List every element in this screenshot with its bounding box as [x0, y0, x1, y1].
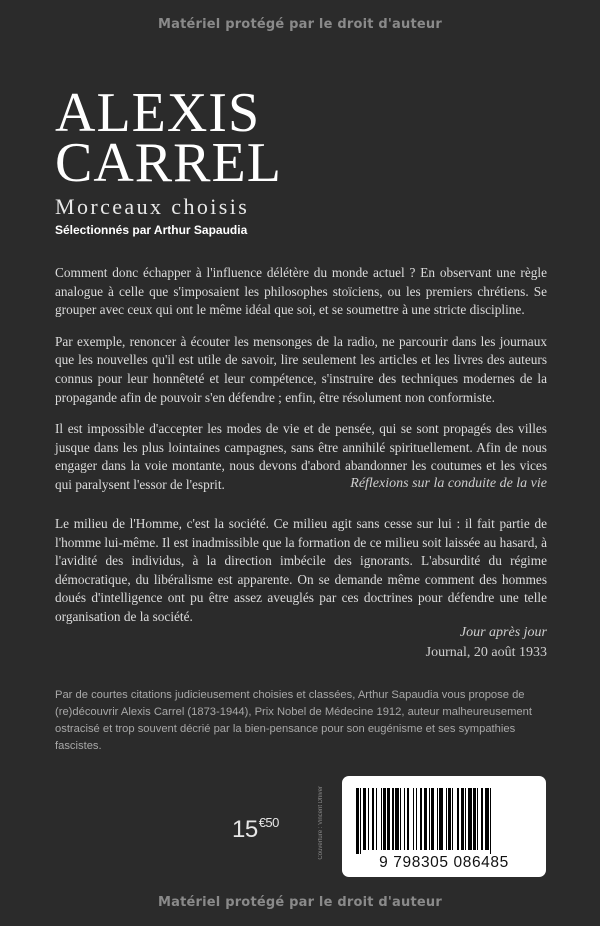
- barcode-bar: [490, 788, 491, 854]
- barcode-bar: [457, 788, 458, 850]
- barcode-bar: [437, 788, 438, 850]
- barcode-bar: [356, 788, 359, 854]
- excerpt-2-source-detail: Journal, 20 août 1933: [425, 645, 547, 660]
- barcode-bar: [446, 788, 447, 850]
- barcode-bar: [383, 788, 386, 850]
- barcode-bar: [429, 788, 430, 850]
- excerpt-2-source-title: Jour après jour: [459, 625, 547, 640]
- barcode-bars: [356, 788, 532, 850]
- publisher-blurb: Par de courtes citations judicieusement choisies et classées, Arthur Sapaudia vous propose de (re)découvrir Alexis Carrel (1873-1944), Prix Nobel de Médecine 1912, auteur malheureusement ostracisé et trop souvent décrié par la bien-pensance pour son eugénisme et ses sympathies fascistes.: [55, 689, 532, 752]
- barcode-bar: [407, 788, 410, 850]
- barcode-bar: [439, 788, 443, 850]
- copyright-watermark-bottom: Matériel protégé par le droit d'auteur: [157, 895, 442, 910]
- price-label: [232, 815, 279, 844]
- barcode-bar: [413, 788, 414, 850]
- barcode-bar: [473, 788, 476, 850]
- isbn-number: 9 798305 086485: [379, 854, 509, 871]
- author-name: [55, 82, 282, 194]
- barcode-bar: [376, 788, 377, 850]
- barcode-bar: [481, 788, 484, 850]
- price-cents: €50: [258, 815, 279, 830]
- author-last-name: CARREL: [55, 132, 282, 194]
- selection-credit: Sélectionnés par Arthur Sapaudia: [55, 223, 248, 237]
- barcode-bar: [368, 788, 369, 850]
- barcode-bar: [400, 788, 401, 850]
- barcode-bar: [424, 788, 428, 850]
- excerpt-1-paragraph-1: Comment donc échapper à l'influence délétère du monde actuel ? En observant une règle analogue à celle que s'imposaient les philosophes stoïciens, ou les premiers chrétiens. Se grouper avec ceux qui ont le même idéal que soi, et se soumettre à une stricte discipline.: [55, 265, 547, 318]
- barcode-bar: [452, 788, 453, 850]
- cover-credit: Couverture : Vincent Dhiver: [318, 786, 324, 860]
- barcode-bar: [381, 788, 382, 850]
- barcode-bar: [431, 788, 434, 850]
- barcode-bar: [372, 788, 375, 850]
- excerpt-1: [55, 264, 547, 508]
- barcode-bar: [477, 788, 478, 850]
- barcode: [342, 776, 546, 877]
- excerpt-2: [55, 515, 547, 640]
- barcode-bar: [387, 788, 390, 850]
- excerpt-1-source: Réflexions sur la conduite de la vie: [350, 476, 547, 491]
- barcode-bar: [395, 788, 399, 850]
- barcode-bar: [468, 788, 472, 850]
- barcode-bar: [420, 788, 423, 850]
- excerpt-2-paragraph-1: Le milieu de l'Homme, c'est la société. Ce milieu agit sans cesse sur lui : il fait partie de l'homme lui-même. Il est inadmissible que la formation de ce milieu soit laissée au hasard, à l'avidité des individus, à la direction imbécile des ignorants. L'absurdité du régime démocratique, du libéralisme est apparente. On se demande même comment des hommes doués d'intelligence ont pu être assez aveuglés par ces doctrines pour défendre une telle organisation de la société.: [55, 516, 547, 624]
- author-first-name: ALEXIS: [55, 82, 261, 144]
- excerpt-1-paragraph-2: Par exemple, renoncer à écouter les mensonges de la radio, ne parcourir dans les journaux que les nouvelles qu'il est utile de savoir, lire seulement les articles et les livres des auteurs connus pour leur honnêteté et leur compétence, s'instruire des techniques modernes de la propagande afin de pouvoir s'en défendre ; enfin, être résolument non conformiste.: [55, 333, 547, 405]
- barcode-bar: [360, 788, 361, 854]
- barcode-bar: [404, 788, 405, 850]
- barcode-bar: [465, 788, 466, 850]
- price-main: 15: [232, 816, 258, 843]
- excerpt-1-paragraph-3: Il est impossible d'accepter les modes de vie et de pensée, qui se sont propagés des villes jusque dans les plus lointaines campagnes, sans être annihilé spirituellement. Afin de nous engager dans la voie montante, nous devons d'abord abandonner les coutumes et les vices qui paralysent l'essor de l'esprit.: [55, 421, 547, 492]
- barcode-bar: [363, 788, 367, 850]
- barcode-bar: [485, 788, 489, 850]
- barcode-bar: [461, 788, 464, 850]
- barcode-bar: [416, 788, 417, 850]
- copyright-watermark-top: Matériel protégé par le droit d'auteur: [157, 17, 442, 32]
- barcode-bar: [392, 788, 393, 850]
- barcode-bar: [448, 788, 451, 850]
- book-subtitle: Morceaux choisis: [55, 194, 250, 219]
